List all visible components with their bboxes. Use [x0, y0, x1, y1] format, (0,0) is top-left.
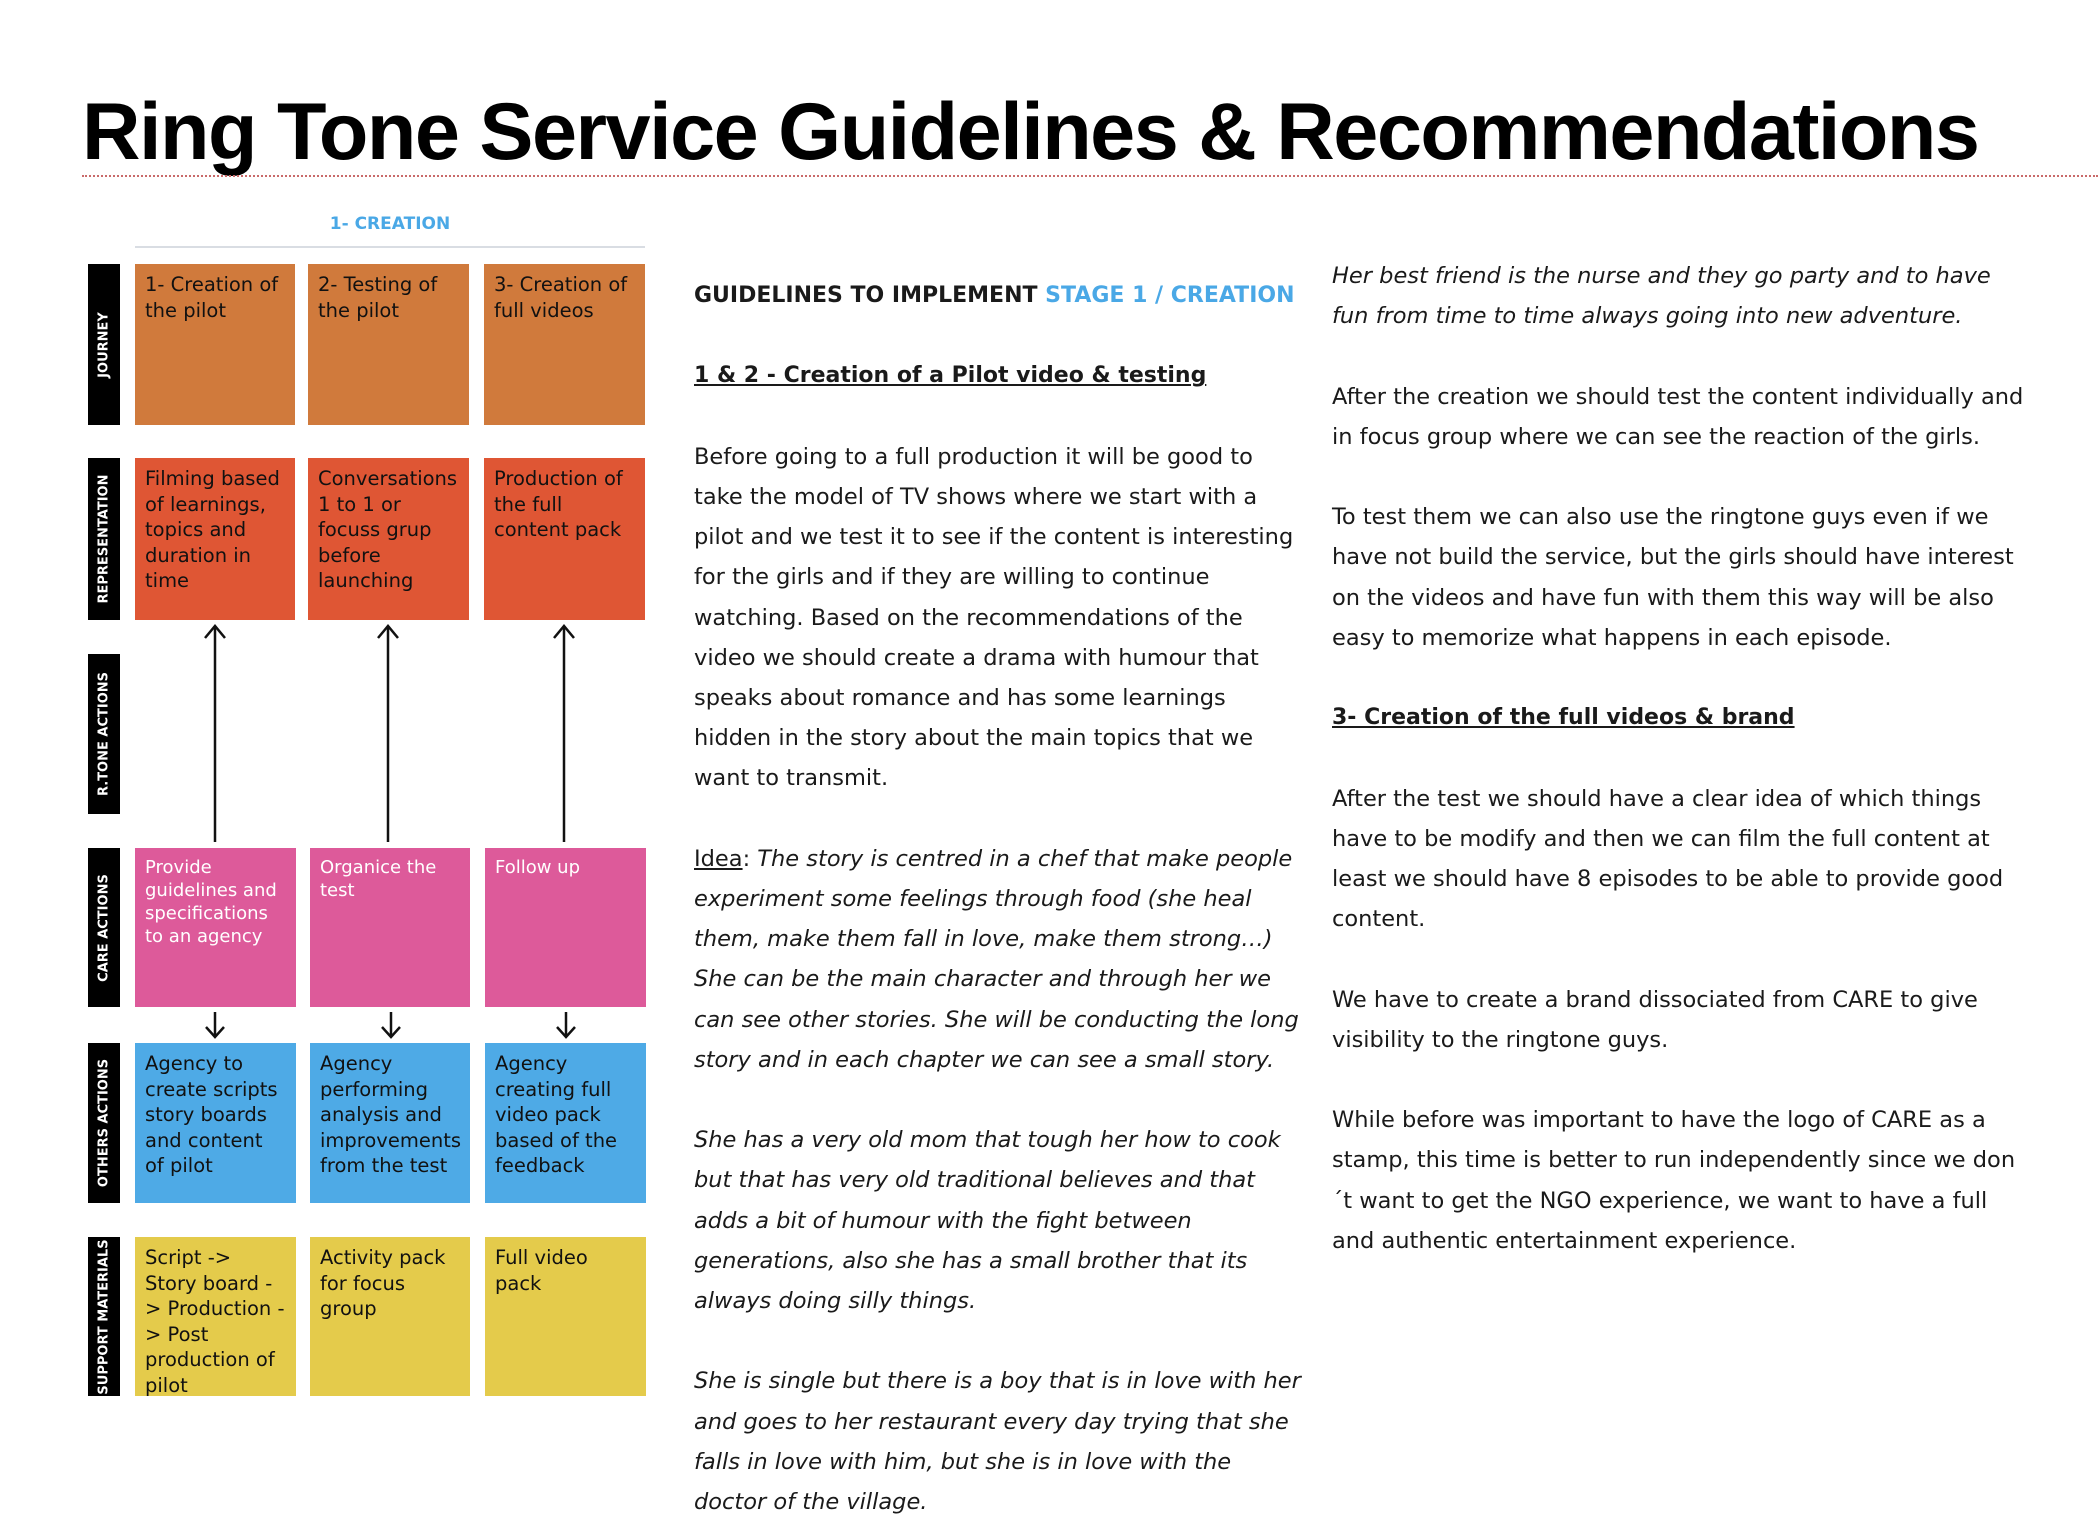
text-column-1: [694, 276, 1304, 1522]
journey-box-2: 2- Testing of the pilot: [308, 264, 469, 425]
others-actions-box-2: Agency performing analysis and improvements from the test: [310, 1043, 470, 1203]
representation-box-2: Conversations 1 to 1 or focuss grup before launching: [308, 458, 469, 620]
best-friend-paragraph: Her best friend is the nurse and they go party and to have fun from time to time always going into new adventure.: [1332, 263, 1991, 330]
row-label-text: R.TONE ACTIONS: [96, 672, 112, 796]
single-paragraph: She is single but there is a boy that is in love with her and goes to her restaurant every day trying that she falls in love with him, but she is in love with the doctor of the village.: [694, 1368, 1301, 1516]
guidelines-heading-accent: STAGE 1 / CREATION: [1045, 283, 1295, 308]
row-label-text: SUPPORT MATERIALS: [96, 1238, 112, 1395]
row-label-text: CARE ACTIONS: [96, 873, 112, 982]
up-arrow-1: [200, 622, 230, 844]
idea-label: Idea: [694, 845, 743, 872]
journey-box-1: 1- Creation of the pilot: [135, 264, 295, 425]
down-arrow-1: [200, 1010, 230, 1040]
mom-paragraph: She has a very old mom that tough her how to cook but that has very old traditional believes and that adds a bit of humour with the fight between generations, also she has a small brother that its always doing silly things.: [694, 1127, 1281, 1315]
pilot-subheading: 1 & 2 - Creation of a Pilot video & testing: [694, 363, 1207, 389]
row-label-text: OTHERS ACTIONS: [96, 1058, 112, 1188]
title-divider: [82, 175, 2098, 177]
care-actions-box-3: Follow up: [485, 848, 646, 1007]
text-column-2: [1332, 256, 2032, 1261]
page-title: Ring Tone Service Guidelines & Recommendations: [82, 87, 1979, 177]
idea-text: The story is centred in a chef that make people experiment some feelings through food (she heal them, make them fall in love, make them strong…) She can be the main character and through her we can see other stories. She will be conducting the long story and in each chapter we can see a small story.: [694, 845, 1299, 1073]
ringtone-test-paragraph: To test them we can also use the ringtone guys even if we have not build the service, but the girls should have interest on the videos and have fun with them this way will be also easy to memorize what happens in each episode.: [1332, 504, 2014, 651]
support-materials-box-1: Script -> Story board -> Production -> Post production of pilot: [135, 1237, 296, 1396]
up-arrow-3: [549, 622, 579, 844]
row-label-support-materials: [88, 1237, 120, 1396]
after-test-paragraph: After the test we should have a clear idea of which things have to be modify and then we can film the full content at least we should have 8 episodes to be able to provide good content.: [1332, 785, 2004, 933]
care-actions-box-1: Provide guidelines and specifications to an agency: [135, 848, 296, 1007]
row-label-rtone-actions: [88, 654, 120, 814]
full-videos-subheading: 3- Creation of the full videos & brand: [1332, 705, 1795, 731]
row-label-care-actions: [88, 848, 120, 1007]
representation-box-3: Production of the full content pack: [484, 458, 645, 620]
stage-divider: [135, 246, 645, 248]
support-materials-box-3: Full video pack: [485, 1237, 646, 1396]
stage-label: 1- CREATION: [329, 214, 451, 234]
row-label-text: JOURNEY: [96, 311, 112, 378]
guidelines-heading-prefix: GUIDELINES TO IMPLEMENT: [694, 283, 1046, 308]
care-actions-box-2: Organice the test: [310, 848, 470, 1007]
down-arrow-3: [551, 1010, 581, 1040]
pilot-paragraph: Before going to a full production it will be good to take the model of TV shows where we start with a pilot and we test it to see if the content is interesting for the girls and if they are willing to continue watching. Based on the recommendations of the video we should create a drama with humour that speaks about romance and has some learnings hidden in the story about the main topics that we want to transmit.: [694, 443, 1294, 792]
row-label-text: REPRESENTATION: [96, 474, 112, 604]
idea-paragraph: Idea: The story is centred in a chef that make people experiment some feelings through food (she heal them, make them fall in love, make them strong…) She can be the main character and through her we can see other stories. She will be conducting the long story and in each chapter we can see a small story.: [694, 845, 1299, 1073]
brand-paragraph: We have to create a brand dissociated from CARE to give visibility to the ringtone guys.: [1332, 986, 1978, 1053]
row-label-representation: [88, 458, 120, 620]
journey-box-3: 3- Creation of full videos: [484, 264, 645, 425]
support-materials-box-2: Activity pack for focus group: [310, 1237, 470, 1396]
representation-box-1: Filming based of learnings, topics and duration in time: [135, 458, 295, 620]
down-arrow-2: [376, 1010, 406, 1040]
row-label-journey: [88, 264, 120, 425]
up-arrow-2: [373, 622, 403, 844]
logo-paragraph: While before was important to have the logo of CARE as a stamp, this time is better to run independently since we don´t want to get the NGO experience, we want to have a full and authentic entertainment experience.: [1332, 1107, 2016, 1254]
row-label-others-actions: [88, 1043, 120, 1203]
test-content-paragraph: After the creation we should test the content individually and in focus group where we can see the reaction of the girls.: [1332, 383, 2024, 450]
guidelines-heading: [694, 276, 1304, 316]
others-actions-box-1: Agency to create scripts story boards and content of pilot: [135, 1043, 296, 1203]
others-actions-box-3: Agency creating full video pack based of the feedback: [485, 1043, 646, 1203]
